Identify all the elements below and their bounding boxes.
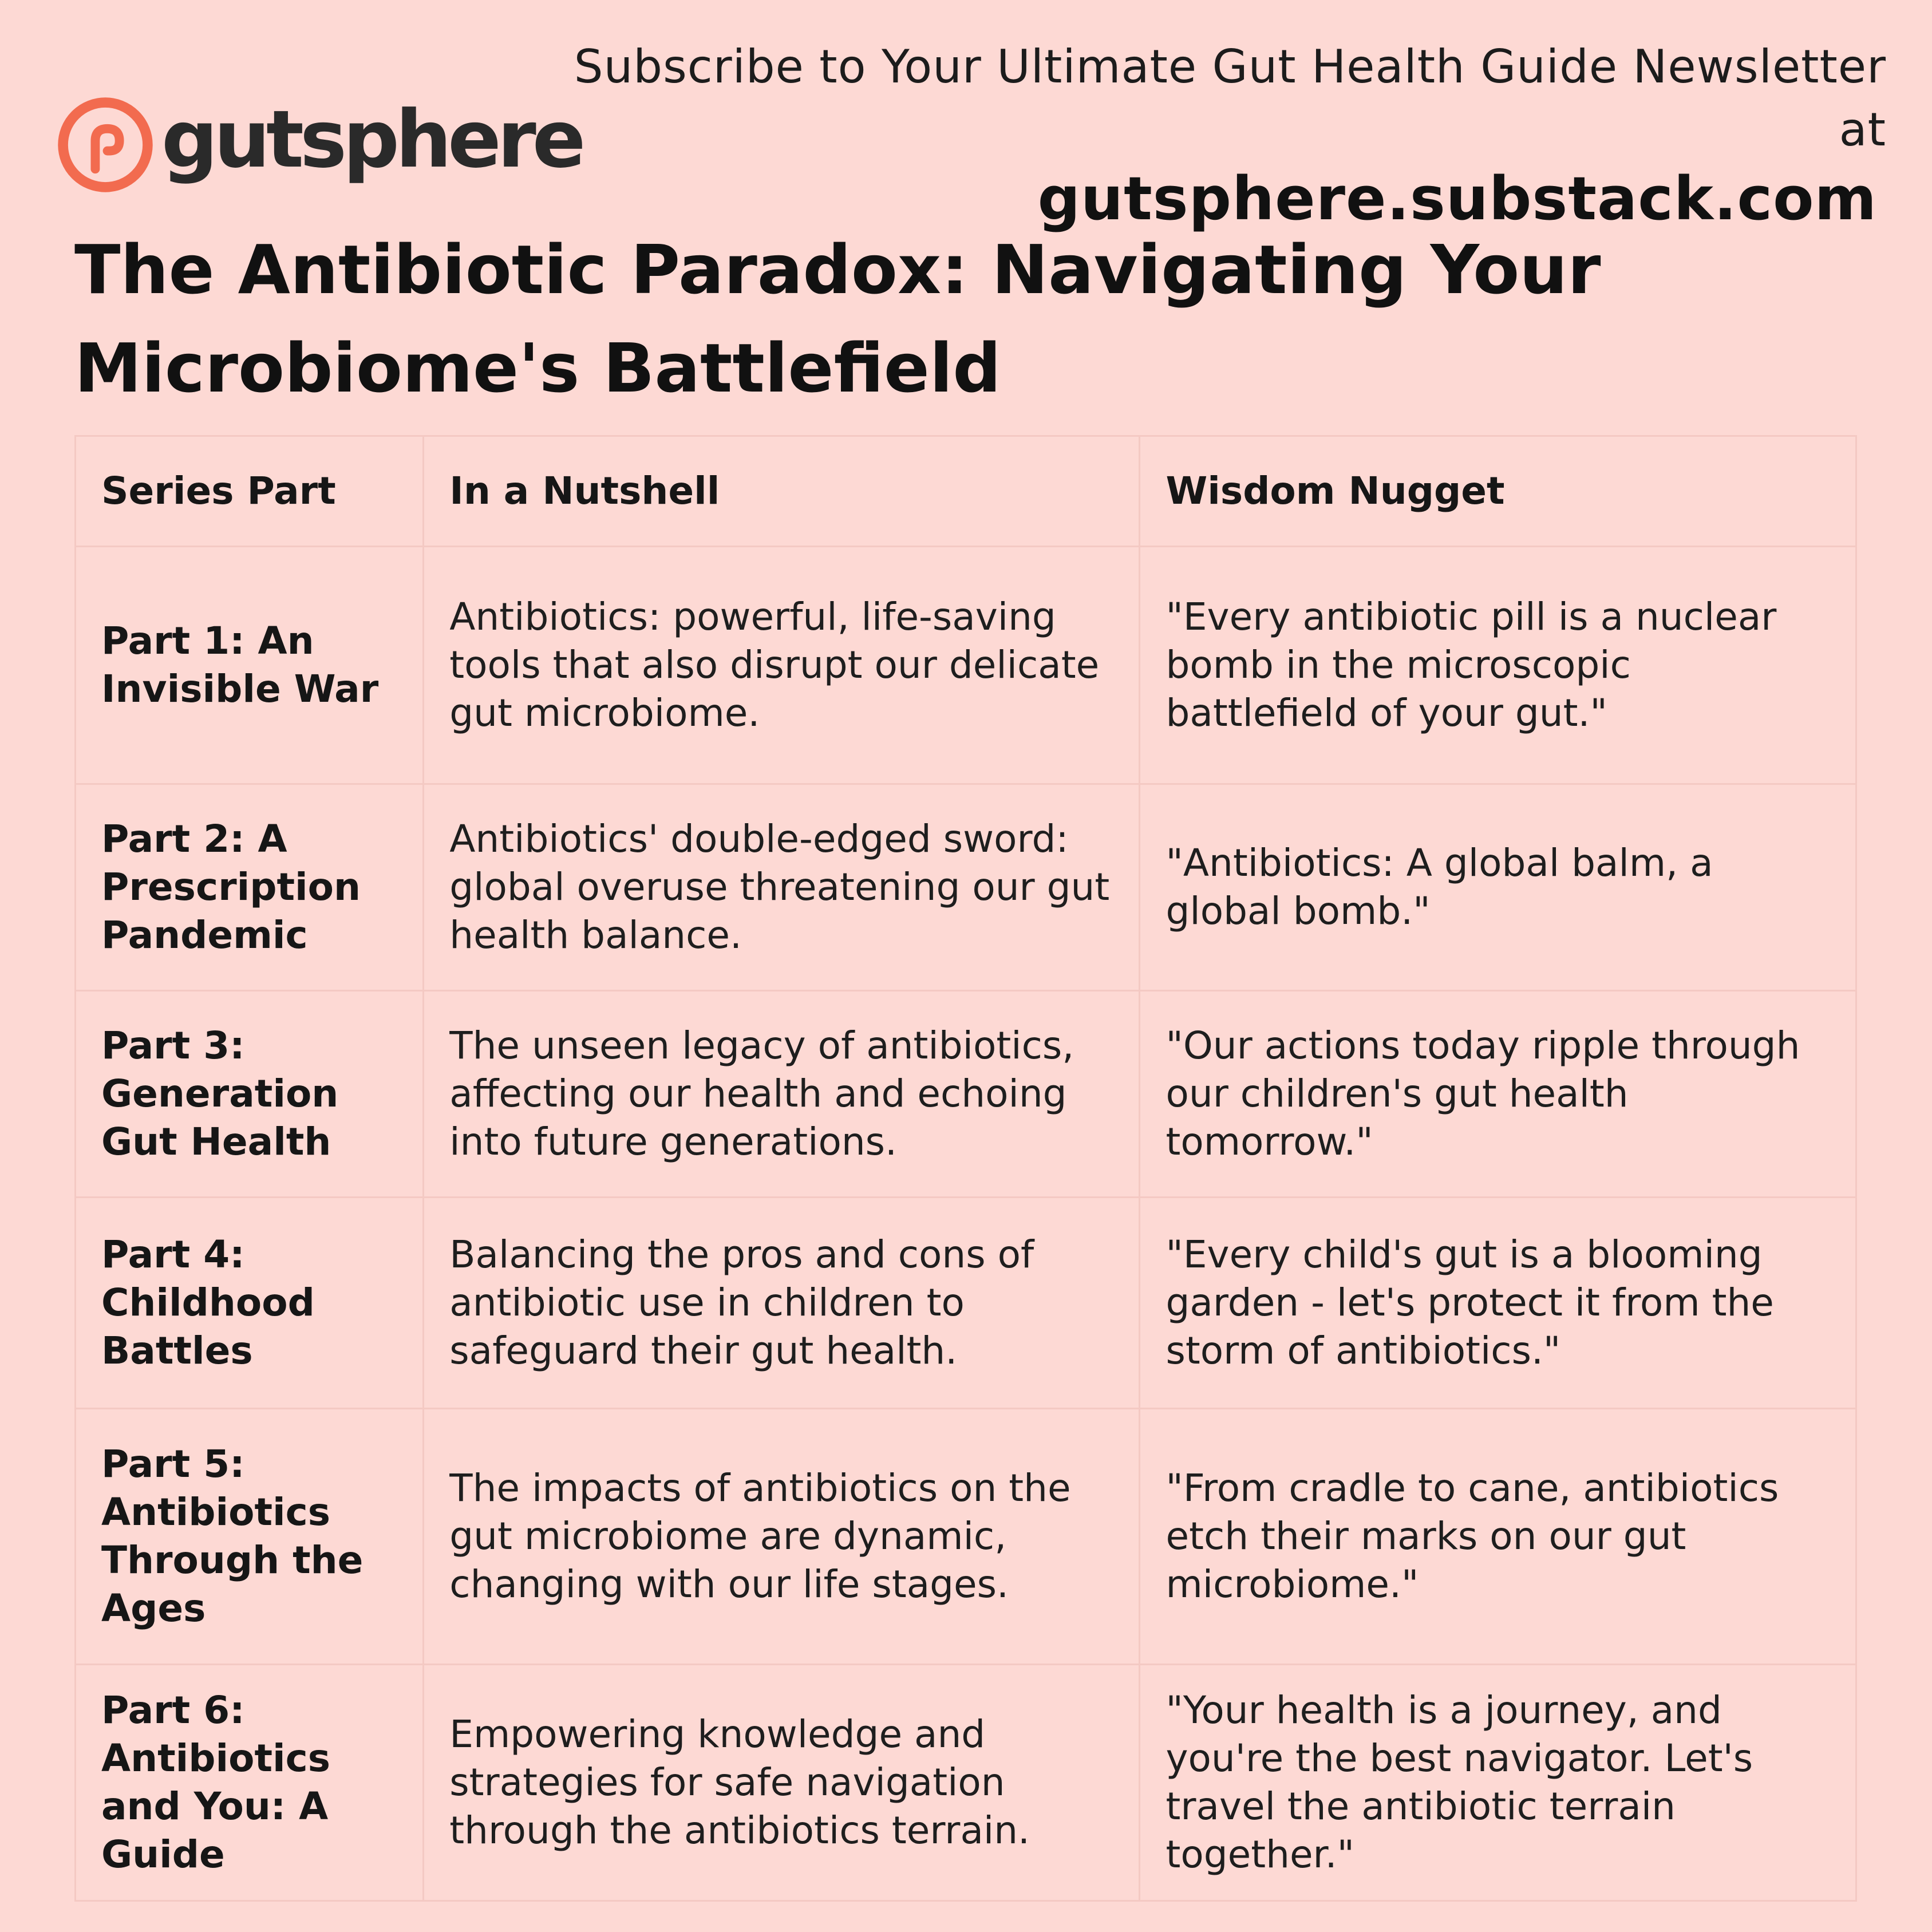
subscribe-text: Subscribe to Your Ultimate Gut Health Guide Newsletter at — [574, 40, 1886, 156]
brand-logo — [55, 94, 582, 195]
nutshell-cell: The impacts of antibiotics on the gut microbiome are dynamic, changing with our life stages. — [424, 1409, 1140, 1665]
nutshell-cell: Balancing the pros and cons of antibiotic use in children to safeguard their gut health. — [424, 1198, 1140, 1409]
series-part-cell: Part 3: Generation Gut Health — [76, 991, 424, 1198]
gut-icon — [55, 94, 156, 195]
page-title: The Antibiotic Paradox: Navigating Your Microbiome's Battlefield — [74, 230, 1601, 408]
nutshell-cell: The unseen legacy of antibiotics, affecting our health and echoing into future generations. — [424, 991, 1140, 1198]
series-part-cell: Part 6: Antibiotics and You: A Guide — [76, 1665, 424, 1901]
header-series-part: Series Part — [76, 436, 424, 547]
wisdom-nugget-cell: "Every antibiotic pill is a nuclear bomb in the microscopic battlefield of your gut." — [1140, 547, 1856, 784]
wisdom-nugget-cell: "Your health is a journey, and you're the best navigator. Let's travel the antibiotic terrain together." — [1140, 1665, 1856, 1901]
series-part-cell: Part 1: An Invisible War — [76, 547, 424, 784]
series-table — [74, 435, 1857, 1902]
header-in-a-nutshell: In a Nutshell — [424, 436, 1140, 547]
subscribe-banner — [512, 35, 1886, 236]
series-part-cell: Part 2: A Prescription Pandemic — [76, 784, 424, 991]
nutshell-cell: Antibiotics: powerful, life-saving tools that also disrupt our delicate gut microbiome. — [424, 547, 1140, 784]
series-part-cell: Part 4: Childhood Battles — [76, 1198, 424, 1409]
header-wisdom-nugget: Wisdom Nugget — [1140, 436, 1856, 547]
table-row — [76, 784, 1856, 991]
table-row — [76, 1409, 1856, 1665]
wisdom-nugget-cell: "Our actions today ripple through our children's gut health tomorrow." — [1140, 991, 1856, 1198]
wisdom-nugget-cell: "From cradle to cane, antibiotics etch their marks on our gut microbiome." — [1140, 1409, 1856, 1665]
wisdom-nugget-cell: "Every child's gut is a blooming garden - let's protect it from the storm of antibiotics." — [1140, 1198, 1856, 1409]
nutshell-cell: Empowering knowledge and strategies for safe navigation through the antibiotics terrain. — [424, 1665, 1140, 1901]
series-part-cell: Part 5: Antibiotics Through the Ages — [76, 1409, 424, 1665]
newsletter-url[interactable]: gutsphere.substack.com — [1037, 164, 1877, 234]
wisdom-nugget-cell: "Antibiotics: A global balm, a global bomb." — [1140, 784, 1856, 991]
table-row — [76, 1665, 1856, 1901]
table-row — [76, 1198, 1856, 1409]
nutshell-cell: Antibiotics' double-edged sword: global overuse threatening our gut health balance. — [424, 784, 1140, 991]
table-header-row — [76, 436, 1856, 547]
table-row — [76, 991, 1856, 1198]
table-row — [76, 547, 1856, 784]
brand-name: gutsphere — [161, 93, 582, 185]
